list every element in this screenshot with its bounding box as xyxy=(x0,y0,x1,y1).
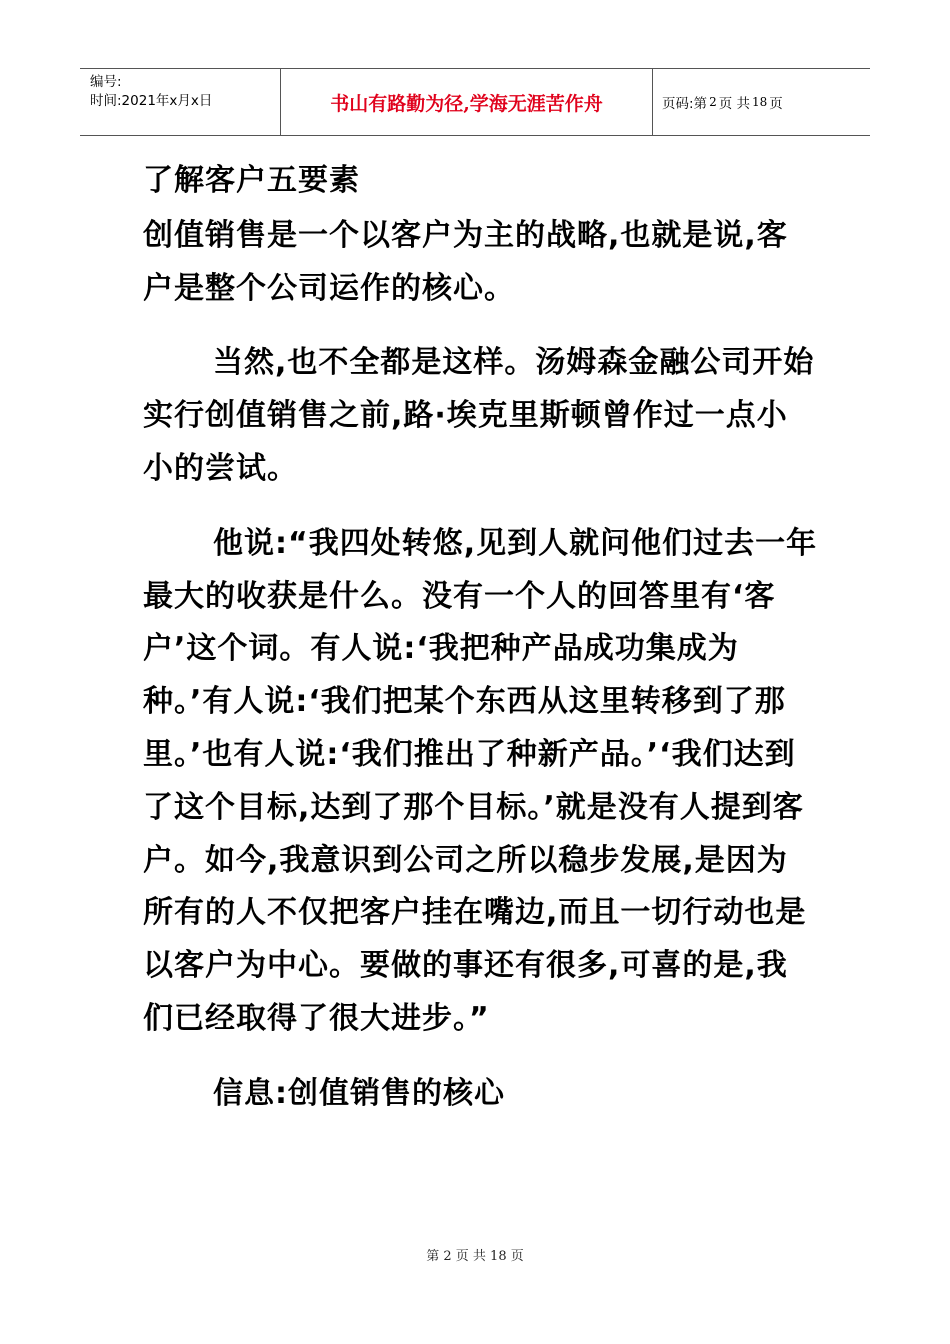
page-total: 18 xyxy=(752,95,768,109)
header-meta xyxy=(80,69,281,135)
page-prefix: 页码:第 xyxy=(662,96,708,112)
header-page-info xyxy=(653,69,870,135)
page-middle: 页 共 xyxy=(718,96,750,112)
document-header xyxy=(80,68,870,136)
header-motto: 书山有路勤为径,学海无涯苦作舟 xyxy=(281,69,653,135)
document-body xyxy=(143,155,818,1121)
page-suffix: 页 xyxy=(769,96,783,112)
section-heading: 了解客户五要素 xyxy=(143,163,360,198)
page-current: 2 xyxy=(709,95,717,109)
paragraph-1: 当然,也不全都是这样。汤姆森金融公司开始实行创值销售之前,路·埃克里斯顿曾作过一点小小的尝试。 xyxy=(143,345,815,486)
lead-paragraph: 创值销售是一个以客户为主的战略,也就是说,客户是整个公司运作的核心。 xyxy=(143,217,788,306)
subheading: 信息:创值销售的核心 xyxy=(213,1075,505,1111)
number-label: 编号: xyxy=(90,74,122,90)
paragraph-2: 他说:“我四处转悠,见到人就问他们过去一年最大的收获是什么。没有一个人的回答里有‘客户’这个词。有人说:‘我把种产品成功集成为种。’有人说:‘我们把某个东西从这里转移到了那里。’也有人说:‘我们推出了种新产品。’‘我们达到了这个目标,达到了那个目标。’就是没有人提到客户。如今,我意识到公司之所以稳步发展,是因为所有的人不仅把客户挂在嘴边,而且一切行动也是以客户为中心。要做的事还有很多,可喜的是,我们已经取得了很大进步。” xyxy=(143,525,818,1036)
time-label: 时间:2021年x月x日 xyxy=(90,93,213,109)
page-footer: 第 2 页 共 18 页 xyxy=(426,1249,524,1264)
